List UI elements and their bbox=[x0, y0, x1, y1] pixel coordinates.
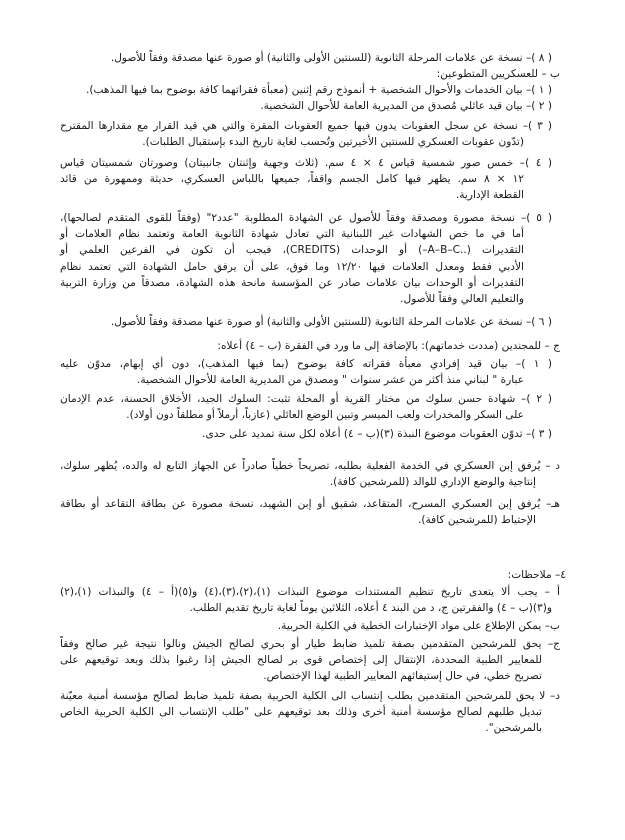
section-h bbox=[60, 496, 566, 528]
text-line: ( ٢ )– شهادة حسن سلوك من مختار القرية أو المحلة تثبت: السلوك الجيد، الأخلاق الحسنة، عدم الإدمان bbox=[60, 393, 552, 405]
c-item-1 bbox=[60, 356, 566, 388]
text-line: ( ٦ )– نسخة عن علامات المرحلة الثانوية (للسنتين الأولى والثانية) أو صورة عنها مصدقة وفقاً للأصول. bbox=[110, 316, 552, 328]
text-line: ج– يحق للمرشحين المتقدمين بصفة تلميذ ضابط طيار أو بحري لصالح الجيش ونالوا نتيجة غير صالح وفقاً bbox=[60, 638, 560, 650]
text-line: التقديرات (..A–B–C–) أو الوحدات (CREDITS)، فيجب أن تكون في الفرعين العلمي أو bbox=[60, 244, 524, 257]
text-line: (تدّون عقوبات العسكري للسنتين الأخيرتين وتُحسب لغاية تاريخ البدء بإستقبال الطلبات). bbox=[142, 136, 524, 149]
text-line: تبديل طلبهم لصالح مؤسسة أمنية أخرى وذلك بعد توقيعهم على "طلب الإنتساب الى الكلية الحربية الخاص bbox=[60, 706, 542, 719]
text-line: إنتاجية والوضع الإداري للوالد (للمرشحين كافة). bbox=[329, 476, 536, 489]
note-b bbox=[60, 618, 566, 634]
section-c-heading bbox=[60, 338, 566, 354]
text-line: ( ٥ )– نسخة مصورة ومصدقة وفقاً للأصول عن الشهادة المطلوبة "عدد٢" (وفقاً للقوى المتقدم لصالحها)، bbox=[60, 212, 552, 224]
note-d bbox=[60, 688, 566, 737]
b-item-3 bbox=[60, 118, 566, 150]
text-line: عبارة " لبناني منذ أكثر من عشر سنوات " ومصدق من المديرية العامة للأحوال الشخصية. bbox=[137, 374, 524, 387]
text-line: ( ١ )– بيان قيد إفرادي معبأة فقراته كافة بوضوح (بما فيها المذهب)، دون أي إبهام، مدوّن عليه bbox=[60, 358, 552, 370]
notes-heading bbox=[60, 567, 566, 583]
b-item-6 bbox=[60, 314, 566, 330]
note-a bbox=[60, 584, 566, 616]
text-line: د– لا يحق للمرشحين المتقدمين بطلب إنتساب الى الكلية الحربية بصفة تلميذ ضابط لصالح مؤسسة أمنية معيّنة bbox=[60, 690, 560, 702]
c-item-2 bbox=[60, 391, 566, 423]
text-line: أما في ما خص الشهادات غير اللبنانية التي تعادل شهادة الثانوية العامة وتعتمد نظام العلامات أو bbox=[60, 228, 524, 241]
text-line: أ – يجب ألا يتعدى تاريخ تنظيم المستندات موضوع النبذات (١)،(٢)،(٣)،(٤) و(٥)(أ – ٤) والنبذات (١)،(٢) bbox=[60, 586, 560, 598]
c-item-3 bbox=[60, 426, 566, 442]
text-line: ( ٣ )– تدوّن العقوبات موضوع النبذة (٣)(ب – ٤) أعلاه لكل سنة تمديد على حدى. bbox=[202, 428, 552, 440]
text-line: على السكر والمخدرات ولعب الميسر وتبين الوضع العائلي (عازباً، أرملاً أو مطلقاً دون أولاد). bbox=[126, 409, 524, 422]
text-line: ( ٤ )– خمس صور شمسية قياس ٤ × ٤ سم. (ثلاث وجهية وإثنتان جانبيتان) وصورتان شمسيتان قياس bbox=[60, 157, 552, 169]
section-b-heading bbox=[60, 66, 566, 82]
text-line: الإحتياط (للمرشحين كافة). bbox=[417, 514, 536, 527]
text-line: ب– يمكن الإطلاع على مواد الإختبارات الخطية في الكلية الحربية. bbox=[277, 620, 560, 632]
section-heading: ٤– ملاحظات: bbox=[507, 569, 566, 581]
text-line: د – يُرفق إبن العسكري في الخدمة الفعلية بطلبه، تصريحاً خطياً صادراً عن الجهاز التابع له والده، يُظهر سلوك، bbox=[60, 460, 560, 472]
text-line: التقديرات أو الوحدات بيان علامات صادر عن المؤسسة مانحة هذه الشهادة، مصدقاً من وزارة التربية bbox=[60, 276, 524, 289]
text-line: ( ٨ )– نسخة عن علامات المرحلة الثانوية (للسنتين الأولى والثانية) أو صورة عنها مصدقة وفقاً للأصول. bbox=[110, 52, 552, 64]
text-line: تصريح خطي، في حال إستيفائهم المعايير الطبية لهذا الإختصاص. bbox=[263, 670, 542, 683]
b-item-2 bbox=[60, 98, 566, 114]
text-line: ( ٢ )– بيان قيد عائلي مُصدق من المديرية العامة للأحوال الشخصية. bbox=[260, 100, 552, 112]
text-line: هـ– يُرفق إبن العسكري المسرح، المتقاعد، شقيق أو إبن الشهيد، نسخة مصورة عن بطاقة التقاعد أو بطاقة bbox=[60, 498, 560, 510]
section-d bbox=[60, 458, 566, 490]
b-item-4 bbox=[60, 155, 566, 204]
text-line: القطعة الإدارية. bbox=[455, 189, 524, 202]
note-c bbox=[60, 636, 566, 685]
text-line: ( ٣ )– نسخة عن سجل العقوبات يدون فيها جميع العقوبات المقرة والتي هي قيد القرار مع مقدارها المقترح bbox=[60, 120, 552, 132]
b-item-5 bbox=[60, 210, 566, 307]
text-line: و(٣)(ب – ٤) والفقرتين ج، د من البند ٤ أعلاه، الثلاثين يوماً لغاية تاريخ تقديم الطلب. bbox=[189, 602, 552, 615]
b-item-1 bbox=[60, 82, 566, 98]
text-line: بالمرشحين". bbox=[485, 722, 542, 735]
section-heading: ج – للمجندين (مددت خدماتهم): بالإضافة إلى ما ورد في الفقرة (ب – ٤) أعلاه: bbox=[217, 340, 560, 352]
text-line: للمعايير الطبية المحددة، الإنتقال إلى إختصاص قوى بر لصالح الجيش إذا رغبوا بذلك وبعد توقيعهم على bbox=[60, 654, 542, 667]
section-heading: ب – للعسكريين المتطوعين: bbox=[436, 68, 560, 80]
text-line: والتعليم العالي وفقاً للأصول. bbox=[400, 293, 524, 306]
text-line: ( ١ )– بيان الخدمات والأحوال الشخصية + أنموذج رقم إثنين (معبأة فقراتهما كافة بوضوح بما فيها المذهب). bbox=[86, 84, 552, 96]
text-line: الأدبي فقط ومعدل العلامات فيها ١٢/٢٠ وما فوق، على أن يرفق حامل الشهادة التي تعتمد نظام bbox=[60, 260, 524, 273]
item-8 bbox=[60, 50, 566, 66]
text-line: ١٢ × ٨ سم. يظهر فيها كامل الجسم واقفاً، جميعها باللباس العسكري، حديثة وممهورة من قائد bbox=[60, 173, 524, 186]
